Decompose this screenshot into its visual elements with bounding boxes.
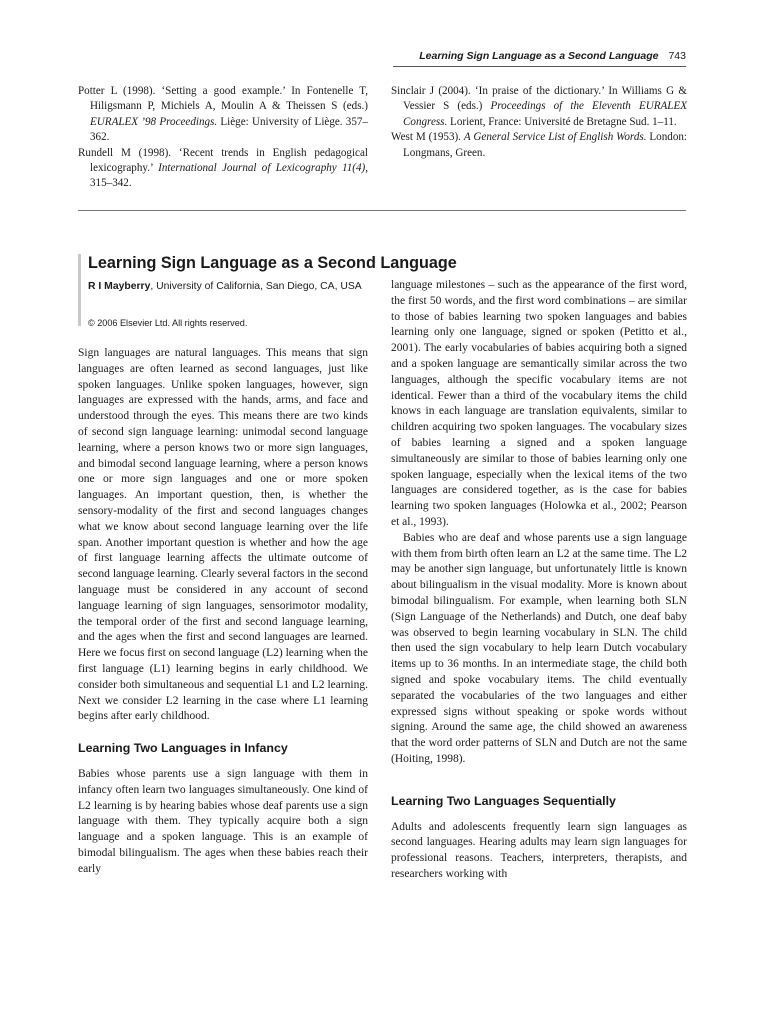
running-head [419, 50, 686, 62]
references-right-column [391, 84, 687, 161]
infancy-paragraph: Babies whose parents use a sign language with them in infancy often learn two languages simultaneously. One kind of L2 learning is by hearing babies whose deaf parents use a sign language with them. They typically acquire both a sign language and a spoken language. This is an example of bimodal bilingualism. The ages when these babies reach their early [78, 767, 368, 875]
body-left-column [78, 346, 368, 878]
sequential-paragraph: Adults and adolescents frequently learn sign languages as second languages. Hearing adults may learn sign languages for professional reasons. Teachers, interpreters, therapists, and researchers working with [391, 820, 687, 880]
section-heading-infancy: Learning Two Languages in Infancy [78, 741, 288, 756]
intro-paragraph: Sign languages are natural languages. This means that sign languages are often learned as second languages, just like spoken languages. Unlike spoken languages, however, sign languages are expressed with the hands, arms, and face and understood through the eyes. This means there are two kinds of second sign language learning: unimodal second language learning, where a person knows two or more sign languages, and bimodal second language learning, where a person knows one or more sign languages and one or more spoken languages. An important question, then, is whether the sensory-modality of the first and second languages changes what we know about second language learning over the life span. Another important question is whether and how the age of first language learning affects the ultimate outcome of second language learning. Clearly several factors in the second language must be considered in any account of second language learning of sign languages, sensorimotor modality, the temporal order of the first and second language learning, and the ages when the first and second languages are learned. Here we focus first on second language (L2) learning when the first language (L1) learning begins in early childhood. We consider both simultaneous and sequential L1 and L2 learning. Next we consider L2 learning in the case where L1 learning begins after early childhood. [78, 347, 368, 723]
reference-entry: Sinclair J (2004). ‘In praise of the dictionary.’ In Williams G & Vessier S (eds.) Proceedings of the Eleventh EURALEX Congress. Lorient, France: Université de Bretagne Sud. 1–11. [391, 85, 688, 128]
author-affiliation [88, 280, 368, 294]
section-divider [78, 210, 686, 211]
copyright-notice: © 2006 Elsevier Ltd. All rights reserved. [88, 318, 248, 328]
reference-entry: Potter L (1998). ‘Setting a good example.’ In Fontenelle T, Hiligsmann P, Michiels A, Moulin A & Theissen S (eds.) EURALEX ’98 Proceedings. Liège: University of Liège. 357–362. [78, 85, 368, 144]
title-side-bar [78, 254, 81, 326]
affiliation: , University of California, San Diego, CA, USA [150, 281, 362, 292]
author-name: R I Mayberry [88, 281, 151, 292]
reference-entry: West M (1953). A General Service List of English Words. London: Longmans, Green. [391, 131, 687, 159]
reference-entry: Rundell M (1998). ‘Recent trends in English pedagogical lexicography.’ International Journal of Lexicography 11(4), 315–342. [78, 146, 368, 190]
page-number: 743 [668, 50, 686, 62]
references-left-column [78, 84, 368, 192]
body-right-column [391, 278, 687, 883]
header-rule [393, 66, 686, 67]
milestones-paragraph: language milestones – such as the appearance of the first word, the first 50 words, and the first word combinations – are similar to those of babies learning two spoken languages and babies learning only one language, signed or spoken (Petitto et al., 2001). The early vocabularies of babies acquiring both a signed and a spoken language are semantically similar across the two languages, although the specific vocabulary items are not identical. Fewer than a third of the vocabulary items the child knows in each language are translation equivalents, similar to children acquiring two spoken languages. The vocabulary sizes of babies learning a signed and a spoken language simultaneously are similar to those of babies learning only one spoken language, especially when the lexical items of the two languages are considered together, as is the case for babies learning two spoken languages (Holowka et al., 2002; Pearson et al., 1993). [391, 279, 687, 528]
article-header [78, 254, 457, 328]
article-title: Learning Sign Language as a Second Language [88, 254, 457, 272]
deaf-babies-paragraph: Babies who are deaf and whose parents use a sign language with them from birth often learn an L2 at the same time. The L2 may be another sign language, but unfortunately little is known about bilingualism in the visual modality. More is known about bimodal bilingualism. For example, when learning both SLN (Sign Language of the Netherlands) and Dutch, one deaf baby was observed to begin learning vocabulary in SLN. The child then used the sign vocabulary to help learn Dutch vocabulary items up to 36 months. In an intermediate stage, the child both signed and spoke vocabulary items. The child eventually separated the vocabularies of the two languages and either expressed signs without speaking or spoke words without signing. Around the same age, the child showed an awareness that the word order patterns of SLN and Dutch are not the same (Hoiting, 1998). [391, 531, 687, 765]
section-heading-sequential: Learning Two Languages Sequentially [391, 793, 616, 808]
running-head-title: Learning Sign Language as a Second Language [419, 50, 659, 62]
